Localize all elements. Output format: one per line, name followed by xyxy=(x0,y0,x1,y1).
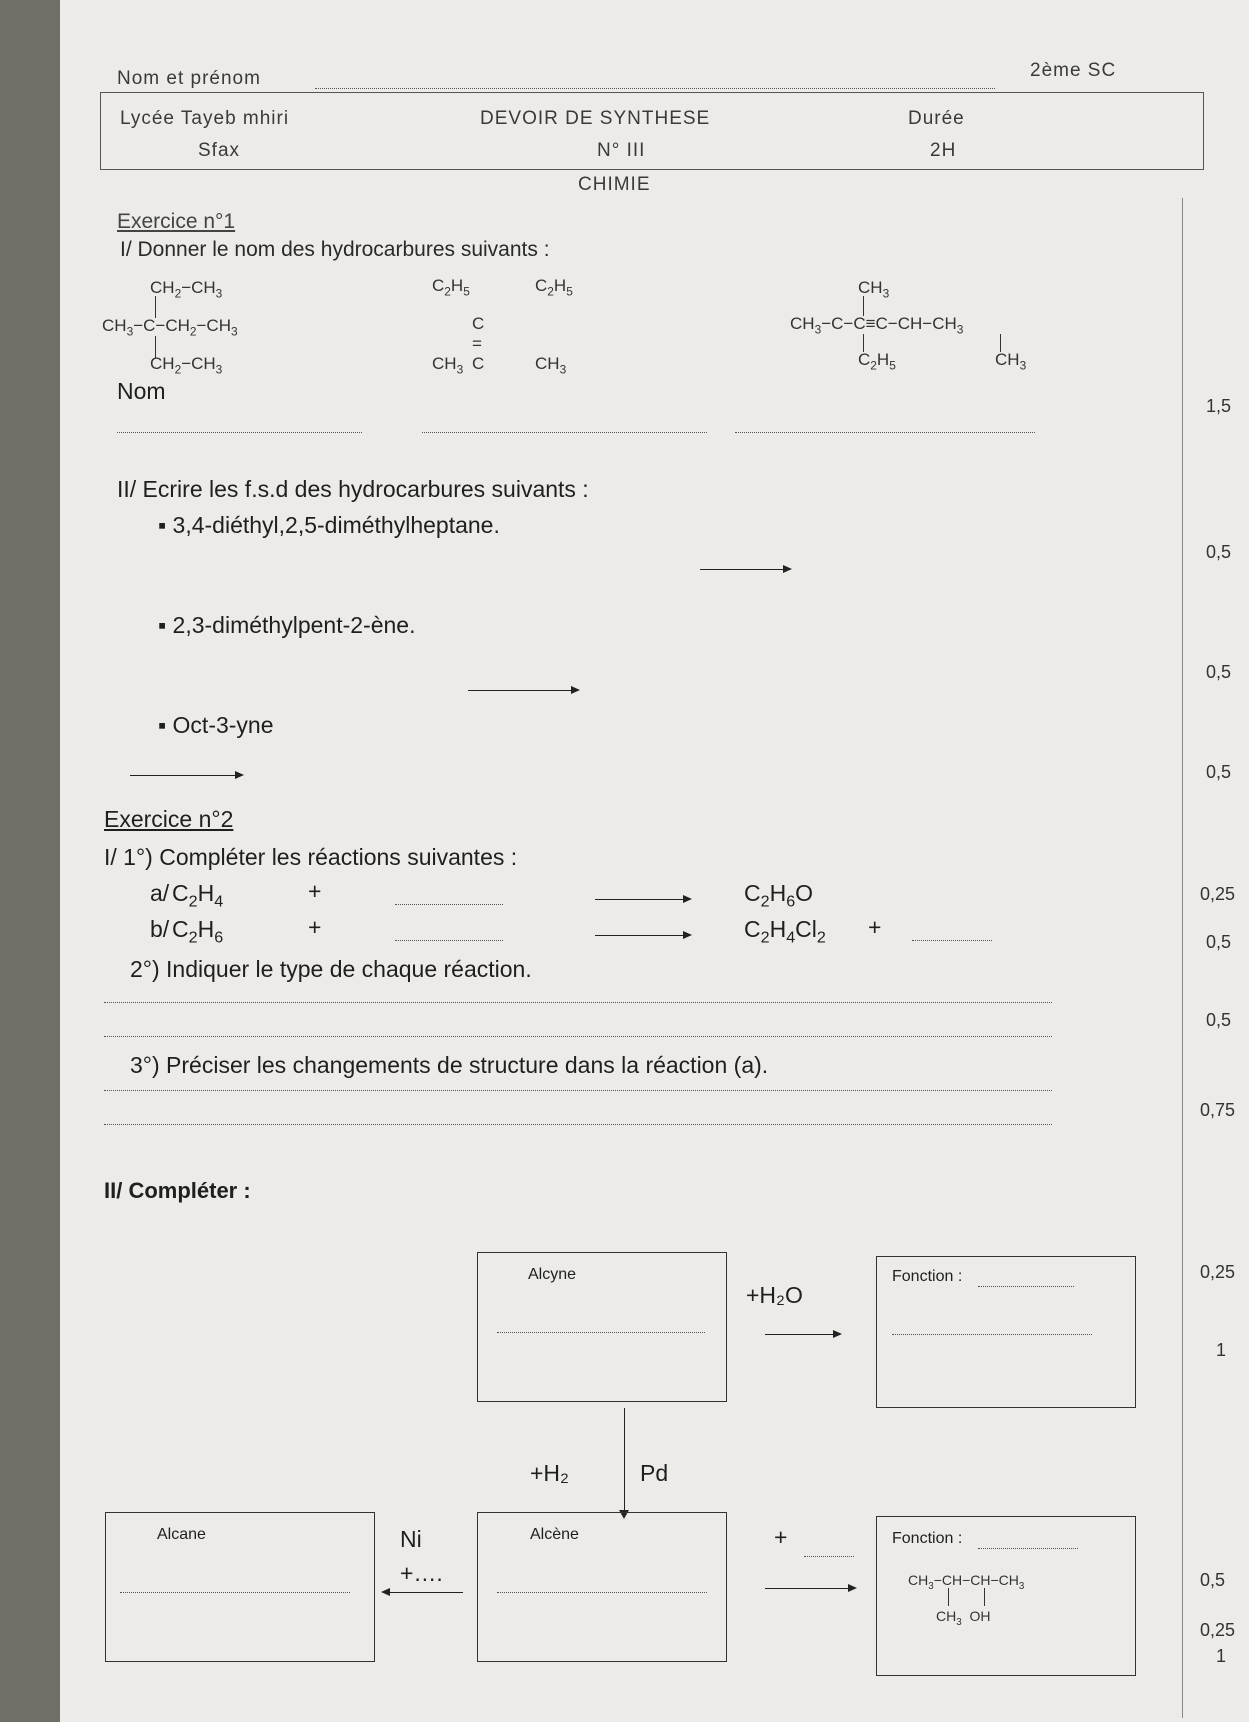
ex1-part1-question: I/ Donner le nom des hydrocarbures suivants : xyxy=(120,238,550,261)
q3-line-2 xyxy=(104,1124,1052,1125)
fonction-1-answer-line xyxy=(892,1334,1092,1335)
score-4: 0,5 xyxy=(1206,762,1232,782)
reaction-b-label: b/ xyxy=(150,916,170,942)
alcene-box xyxy=(477,1512,727,1662)
reaction-b-reactant: $C_2H_6$ xyxy=(172,916,224,947)
devoir-number: N° III xyxy=(597,140,646,161)
alcene-label: Alcène xyxy=(530,1526,579,1543)
reaction-b-blank xyxy=(395,940,503,941)
score-6: 0,5 xyxy=(1206,932,1232,952)
h2o-reagent: +H₂O xyxy=(746,1282,803,1308)
ex2-q3: 3°) Préciser les changements de structure dans la réaction (a). xyxy=(130,1052,769,1078)
reaction-b-blank2 xyxy=(912,940,992,941)
ville: Sfax xyxy=(198,140,241,161)
alcane-label: Alcane xyxy=(157,1526,206,1543)
arrow-item-2 xyxy=(468,690,578,691)
ex2-part2-title: II/ Compléter : xyxy=(104,1178,251,1203)
reaction-b-plus2: + xyxy=(868,914,882,940)
answer-line-3 xyxy=(735,432,1035,433)
reaction-a-plus: + xyxy=(308,878,322,904)
q2-line-2 xyxy=(104,1036,1052,1037)
reaction-a-product: $C_2H_6O$ xyxy=(744,880,814,911)
hydrogenation-arrow xyxy=(624,1408,626,1513)
duree-value: 2H xyxy=(930,140,957,161)
score-13: 1 xyxy=(1216,1646,1227,1666)
exam-sheet: Nom et prénom 2ème SC Lycée Tayeb mhiri Sfax DEVOIR DE SYNTHESE N° III Durée 2H CHIMIE Exercice n°1 I/ Donner le nom des hydrocarbures suivants : $CH_2-CH_3$ $CH_3-C-CH_2-CH_3$ $CH_2-CH_3$ $C_2H_5$ $C_2H_5$ C = C $CH_3$ $CH_3$ $CH_3$ $CH_3-C-C\equiv C-CH-CH_3$ $C_2H_5$ $CH_3$ Nom II/ Ecrire les f.s.d des hydrocarbures suivants : ▪ 3,4-diéthyl,2,5-diméthylheptane. ▪ 2,3-diméthylpent-2-ène. ▪ Oct-3-yne Exercice n°2 I/ 1°) Compléter les réactions suivantes : a/ $C_2H_4$ + $C_2H_6O$ b/ $C_2H_6$ + $C_2H_4Cl_2$ + 2°) Indiquer le type de chaque réaction. 3°) Préciser les changements de structure dans la réaction (a). II/ Compléter : Alcyne +H₂O Fonction : +H₂ Pd Alcane Ni +…. Alcène + Fonction : $CH_3-CH-CH-CH_3$ $CH_3$ OH 1,5 0,5 0,5 0,5 0,25 0,5 0,5 0,75 0,25 1 0,5 0,25 1 xyxy=(60,0,1249,1722)
score-7: 0,5 xyxy=(1206,1010,1232,1030)
score-8: 0,75 xyxy=(1200,1100,1236,1120)
reaction-b-arrow xyxy=(595,935,690,936)
item-1-text: 3,4-diéthyl,2,5-diméthylheptane. xyxy=(172,512,500,538)
alcene-to-alcane-arrow xyxy=(383,1592,463,1593)
item-3-text: Oct-3-yne xyxy=(172,712,274,738)
alcyne-answer-line xyxy=(497,1332,705,1333)
header-box xyxy=(100,92,1204,170)
score-9: 0,25 xyxy=(1200,1262,1236,1282)
score-11: 0,5 xyxy=(1200,1570,1226,1590)
answer-line-2 xyxy=(422,432,707,433)
alcene-answer-line xyxy=(497,1592,707,1593)
score-3: 0,5 xyxy=(1206,662,1232,682)
q3-line-1 xyxy=(104,1090,1052,1091)
alcane-answer-line xyxy=(120,1592,350,1593)
hydration-arrow xyxy=(765,1334,840,1335)
nom-dotted-line xyxy=(315,88,995,89)
class-code: 2ème SC xyxy=(1030,60,1117,81)
fonction-1-label: Fonction : xyxy=(892,1268,963,1285)
reaction-a-blank xyxy=(395,904,503,905)
alcyne-box xyxy=(477,1252,727,1402)
ex2-q2: 2°) Indiquer le type de chaque réaction. xyxy=(130,956,532,982)
duree-label: Durée xyxy=(908,108,965,129)
ex2-q1: I/ 1°) Compléter les réactions suivantes : xyxy=(104,844,518,870)
pd-catalyst: Pd xyxy=(640,1460,669,1486)
item-3: ▪ Oct-3-yne xyxy=(158,712,274,738)
reaction-a-label: a/ xyxy=(150,880,170,906)
alcene-to-alcool-arrow xyxy=(765,1588,855,1589)
arrow-item-3 xyxy=(130,775,242,776)
ex1-part2-question: II/ Ecrire les f.s.d des hydrocarbures suivants : xyxy=(117,476,589,502)
reaction-a-reactant: $C_2H_4$ xyxy=(172,880,224,911)
answer-line-1 xyxy=(117,432,362,433)
lycee-name: Lycée Tayeb mhiri xyxy=(120,108,290,129)
score-2: 0,5 xyxy=(1206,542,1232,562)
reaction-b-plus: + xyxy=(308,914,322,940)
item-1: ▪ 3,4-diéthyl,2,5-diméthylheptane. xyxy=(158,512,500,538)
devoir-title: DEVOIR DE SYNTHESE xyxy=(480,108,711,129)
reaction-b-product: $C_2H_4Cl_2$ xyxy=(744,916,826,947)
arrow-item-1 xyxy=(700,569,790,570)
fonction-2-label: Fonction : xyxy=(892,1530,963,1547)
score-10: 1 xyxy=(1216,1340,1227,1360)
score-column-line xyxy=(1182,198,1184,1718)
alcyne-label: Alcyne xyxy=(528,1266,577,1283)
ni-catalyst: Ni xyxy=(400,1526,422,1552)
item-2-text: 2,3-diméthylpent-2-ène. xyxy=(172,612,416,638)
fonction-2-blank xyxy=(978,1548,1078,1549)
q2-line-1 xyxy=(104,1002,1052,1003)
alcane-box xyxy=(105,1512,375,1662)
h2-reagent: +H₂ xyxy=(530,1460,569,1486)
subject-title: CHIMIE xyxy=(578,174,651,195)
alcene-plus: + xyxy=(774,1524,788,1550)
item-2: ▪ 2,3-diméthylpent-2-ène. xyxy=(158,612,416,638)
nom-label: Nom et prénom xyxy=(117,68,261,89)
score-1: 1,5 xyxy=(1206,396,1232,416)
score-5: 0,25 xyxy=(1200,884,1236,904)
fonction-1-blank xyxy=(978,1286,1074,1287)
exercise2-title: Exercice n°2 xyxy=(104,806,234,832)
reaction-a-arrow xyxy=(595,899,690,900)
nom-answer-label: Nom xyxy=(117,378,166,404)
score-12: 0,25 xyxy=(1200,1620,1236,1640)
alcene-reagent-blank xyxy=(804,1556,854,1557)
exercise1-title: Exercice n°1 xyxy=(117,210,236,233)
ni-reagent-blank: +…. xyxy=(400,1560,443,1586)
